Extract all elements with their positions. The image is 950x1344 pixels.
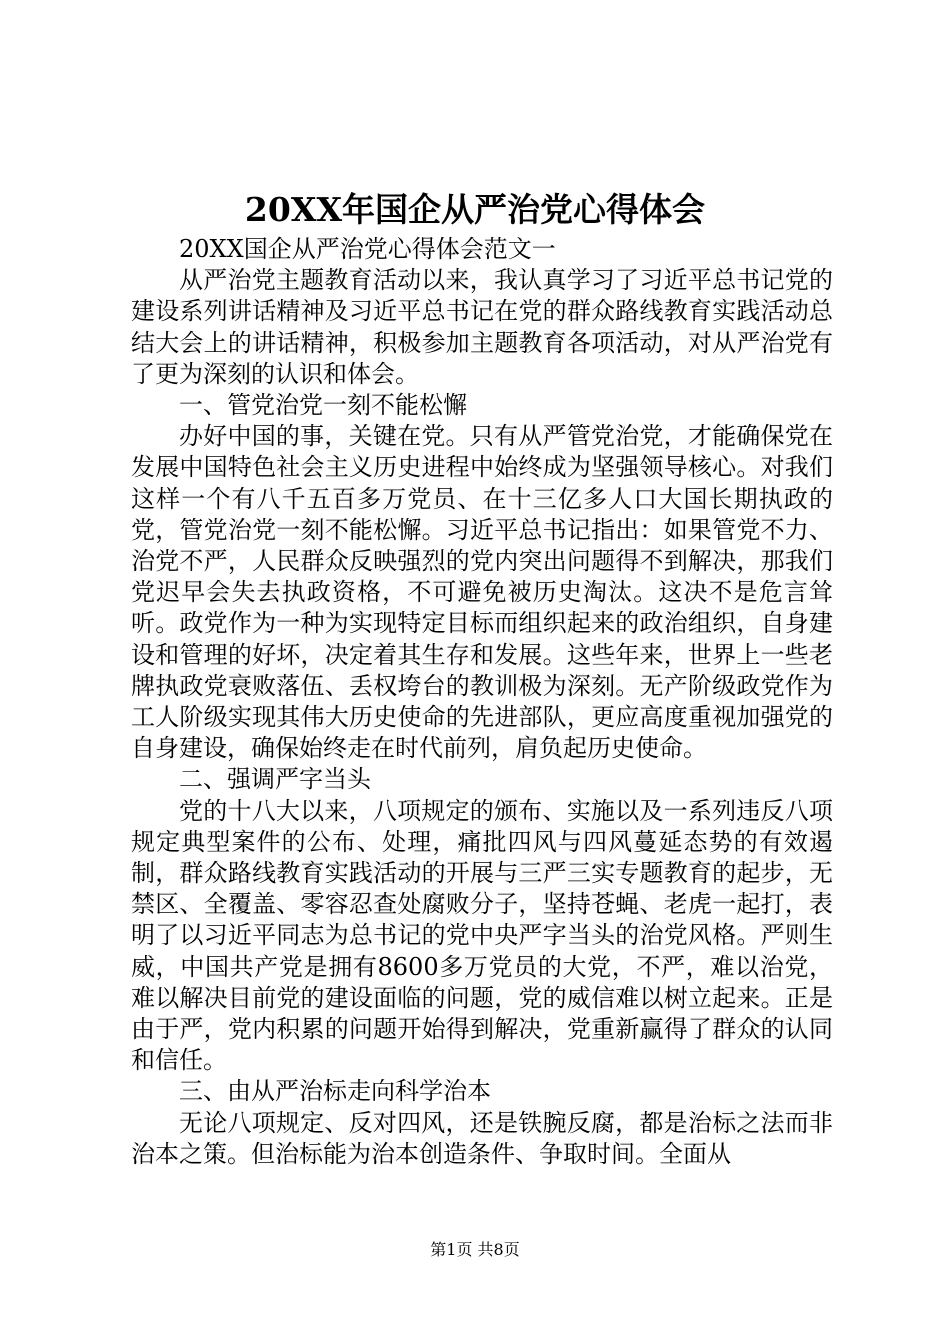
paragraph-intro: 从严治党主题教育活动以来，我认真学习了习近平总书记党的建设系列讲话精神及习近平总书记在党的群众路线教育实践活动总结大会上的讲话精神，积极参加主题教育各项活动，对从严治党有了更为深刻的认识和体会。 bbox=[131, 266, 833, 388]
page-footer: 第1页 共8页 bbox=[430, 1240, 520, 1259]
paragraph-section-3: 无论八项规定、反对四风，还是铁腕反腐，都是治标之法而非治本之策。但治标能为治本创造条件、争取时间。全面从 bbox=[131, 1108, 833, 1168]
document-title: 20XX年国企从严治党心得体会 bbox=[244, 190, 706, 229]
paragraph-section-1: 办好中国的事，关键在党。只有从严管党治党，才能确保党在发展中国特色社会主义历史进程中始终成为坚强领导核心。对我们这样一个有八千五百多万党员、在十三亿多人口大国长期执政的党，管党治党一刻不能松懈。习近平总书记指出：如果管党不力、治党不严，人民群众反映强烈的党内突出问题得不到解决，那我们党迟早会失去执政资格，不可避免被历史淘汰。这决不是危言耸听。政党作为一种为实现特定目标而组织起来的政治组织，自身建设和管理的好坏，决定着其生存和发展。这些年来，世界上一些老牌执政党衰败落伍、丢权垮台的教训极为深刻。无产阶级政党作为工人阶级实现其伟大历史使命的先进部队，更应高度重视加强党的自身建设，确保始终走在时代前列，肩负起历史使命。 bbox=[131, 422, 833, 763]
section-heading-1: 一、管党治党一刻不能松懈 bbox=[179, 391, 467, 420]
paragraph-subtitle: 20XX国企从严治党心得体会范文一 bbox=[179, 235, 556, 263]
section-heading-3: 三、由从严治标走向科学治本 bbox=[179, 1077, 491, 1106]
paragraph-section-2: 党的十八大以来，八项规定的颁布、实施以及一系列违反八项规定典型案件的公布、处理，痛批四风与四风蔓延态势的有效遏制，群众路线教育实践活动的开展与三严三实专题教育的起步，无禁区、全覆盖、零容忍查处腐败分子，坚持苍蝇、老虎一起打，表明了以习近平同志为总书记的党中央严字当头的治党风格。严则生威，中国共产党是拥有8600多万党员的大党，不严，难以治党，难以解决目前党的建设面临的问题，党的威信难以树立起来。正是由于严，党内积累的问题开始得到解决，党重新赢得了群众的认同和信任。 bbox=[131, 796, 833, 1075]
section-heading-2: 二、强调严字当头 bbox=[179, 765, 371, 794]
document-body bbox=[131, 234, 833, 1170]
